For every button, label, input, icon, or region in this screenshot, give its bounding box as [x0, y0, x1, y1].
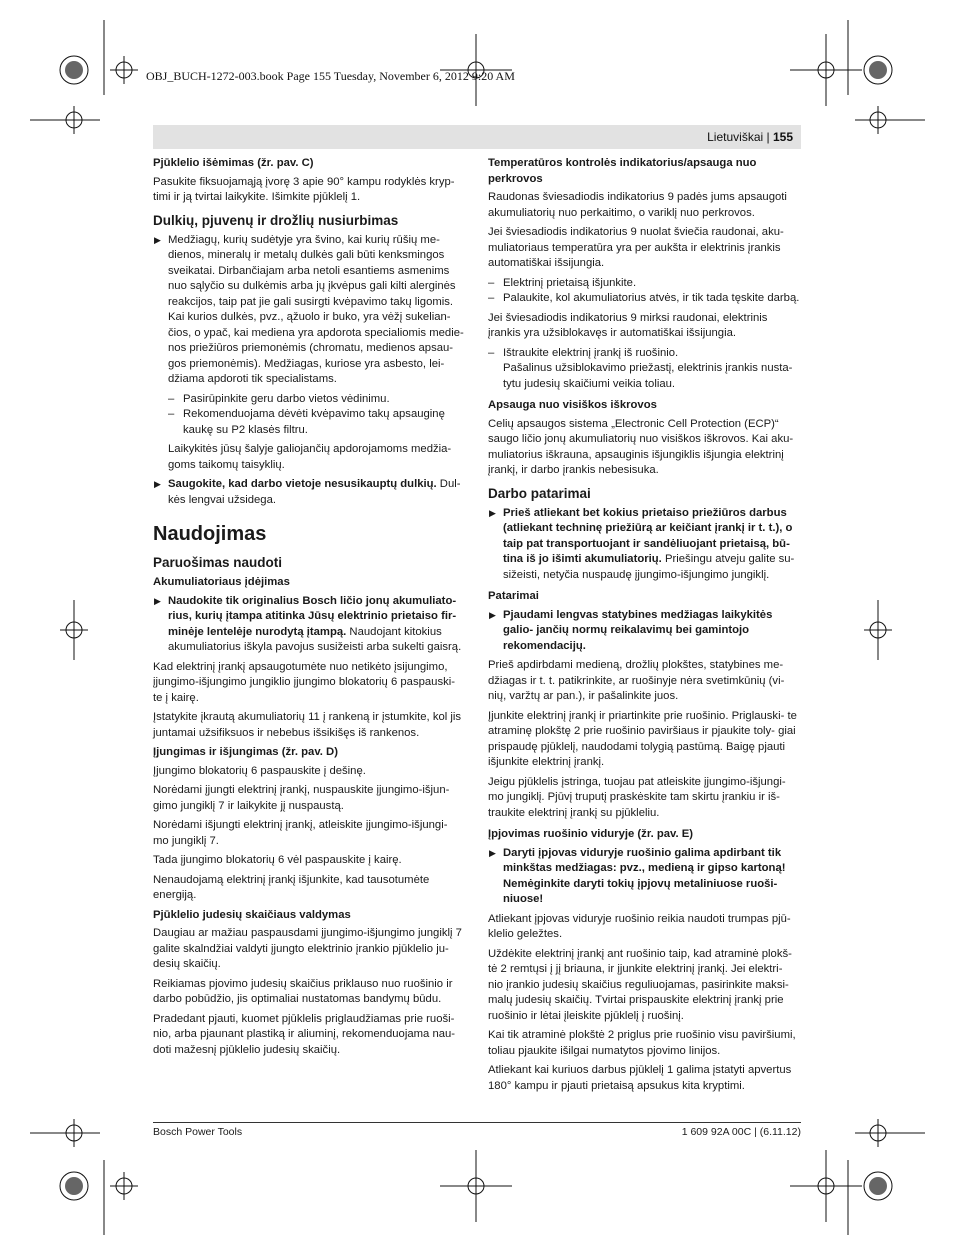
right-column [488, 156, 800, 1098]
page-header [153, 125, 801, 149]
bullet-bold-text: Prieš atliekant bet kokius prietaiso priežiūros darbus (atliekant techninę priežiūrą ar keičiant įrankį ir t. t.), o taip pat transportuojant ir sandėliuojant prietaisą, bū- tina iš jo išimti akumuliatorių. [503, 506, 793, 565]
bullet-arrow-icon: ▶ [154, 234, 161, 245]
dash-glyph: – [488, 292, 495, 304]
heading-working-advice: Darbo patarimai [488, 485, 591, 501]
bullet-item [488, 846, 800, 908]
bullet-bold-text: Pjaudami lengvas statybines medžiagas laikykitės galio- jančių normų reikalavimų bei gamintojo rekomendacijų. [503, 608, 773, 652]
paragraph: Uždėkite elektrinį įrankį ant ruošinio taip, kad atraminė plokš- tė 2 remtųsi į jį briauna, ir įjunkite elektrinį įrankį. Jei elektri- nio įrankio judesių skaičius reguliuojamas, pasirinkite maksi- malų judesių skaičių. Tvirtai prispauskite elektrinį įrankį prie ruošinio ir lėtai įleiskite pjūklelį į ruošinį. [488, 947, 792, 1022]
print-info: OBJ_BUCH-1272-003.book Page 155 Tuesday, November 6, 2012 9:20 AM [146, 69, 515, 83]
paragraph: Jeigu pjūklelis įstringa, tuojau pat atleiskite įjungimo-išjungi- mo jungiklį. Pjūvį truputį praskėskite tam skirtu įrankiu ir iš- traukite elektrinį įrankį su pjūkleliu. [488, 775, 786, 819]
bullet-arrow-icon: ▶ [489, 847, 496, 858]
bullet-text: Dul- kės lengvai užsidega. [168, 478, 461, 506]
paragraph: Įjunkite elektrinį įrankį ir priartinkite prie ruošinio. Priglauski- te atraminę plokštę 2 prie ruošinio paviršiaus ir pjaukite toly- giai prispaudę pjūklelį, naudodami tolygią pastūmą. Baigę pjauti išjunkite elektrinį įrankį. [488, 709, 797, 768]
paragraph: Laikykitės jūsų šalyje galiojančių apdorojamoms medžia- goms taikomų taisyklių. [168, 443, 452, 471]
heading-stroke-rate: Pjūklelio judesių skaičiaus valdymas [153, 908, 351, 921]
dash-item [153, 392, 465, 408]
paragraph: Prieš apdirbdami medieną, drožlių plokštes, statybines me- džiagas ir t. t. patikrinkite, ar ruošinyje nėra svetimkūnių (vi- nių, varžtų ar pan.), ir pašalinkite juos. [488, 659, 785, 702]
bullet-text: Medžiagų, kurių sudėtyje yra švino, kai kurių rūšių me- dienos, mineralų ir metalų dulkės gali būti kenksmingos sveikatai. Dirbančiajam arba netoli esantiems asmenims nuo sąlyčio su dulkėmis arba jų įkvėpus gali kilti alerginės reakcijos, taip pat jie gali susirgti kvėpavimo takų ligomis. Kai kurios dulkės, pvz., ąžuolo ir buko, yra vėžį sukelian- čios, o ypač, kai mediena yra apdorota specialiomis medie- nos priežiūros priemonėmis (chromatu, medienos apsau- gos priemonėmis). Medžiagas, kuriose yra asbesto, lei- džiama apdoroti tik specialistams. [168, 233, 464, 385]
bullet-text: Naudojant kitokius akumuliatorius iškyla pavojus susižeisti arba sukelti gaisrą. [168, 625, 462, 653]
paragraph: Celių apsaugos sistema „Electronic Cell Protection (ECP)“ saugo ličio jonų akumuliatorių nuo visiškos iškrovos. Kai aku- muliatorius iškrauna, apsauginis išjungiklis išjungia elektrinį įrankį, ir darbo įrankis nebesisuka. [488, 417, 794, 476]
paragraph: Įstatykite įkrautą akumuliatorių 11 į rankeną ir įstumkite, kol jis juntamai užsifiksuos ir nebebus išsikišęs iš rankenos. [153, 711, 462, 739]
heading-battery-insert: Akumuliatoriaus įdėjimas [153, 576, 290, 588]
paragraph: Atliekant įpjovas viduryje ruošinio reikia naudoti trumpas pjū- klelio geležtes. [488, 912, 791, 940]
bullet-item [488, 506, 800, 584]
heading-temperature-control: Temperatūros kontrolės indikatorius/apsauga nuo perkrovos [488, 157, 757, 185]
page-number: 155 [772, 130, 793, 144]
paragraph: Tada įjungimo blokatorių 6 vėl paspauskite į kairę. [153, 854, 402, 866]
bullet-item [153, 594, 465, 656]
footer-doc-number: 1 609 92A 00C | (6.11.12) [681, 1126, 801, 1138]
footer-brand: Bosch Power Tools [153, 1126, 243, 1138]
footer-rule [153, 1122, 801, 1123]
bullet-item [153, 233, 465, 388]
dash-text: Pasirūpinkite geru darbo vietos vėdinimu. [183, 392, 390, 405]
dash-item [488, 291, 800, 307]
dash-item [488, 276, 800, 292]
heading-dust-extraction: Dulkių, pjuvenų ir drožlių nusiurbimas [153, 212, 399, 228]
heading-tips: Patarimai [488, 590, 539, 602]
heading-preparation: Paruošimas naudoti [153, 555, 283, 570]
left-column [153, 156, 465, 1062]
bullet-bold-text: Saugokite, kad darbo vietoje nesusikauptų dulkių. [168, 478, 437, 490]
dash-glyph: – [488, 276, 495, 289]
bullet-text: Priešingu atveju galite su- sižeisti, netyčia nuspaudę įjungimo-išjungimo jungiklį. [503, 553, 795, 581]
dash-glyph: – [488, 346, 495, 359]
paragraph: Jei šviesadiodis indikatorius 9 mirksi raudonai, elektrinis įrankis yra užsiblokavęs ir automatiškai išsijungia. [488, 311, 768, 339]
header-separator: | [766, 130, 770, 144]
paragraph: Jei šviesadiodis indikatorius 9 nuolat šviečia raudonai, aku- muliatoriaus temperatūra yra per aukšta ir elektrinis įrankis automatiškai išsijungia. [488, 226, 784, 269]
paragraph: Daugiau ar mažiau paspausdami įjungimo-išjungimo jungiklį 7 galite skalndžiai valdyti įjungto elektrinio įrankio pjūklelio ju- desių skaičių. [153, 927, 462, 970]
dash-text: Palaukite, kol akumuliatorius atvės, ir tik tada tęskite darbą. [503, 292, 800, 304]
paragraph: Kai tik atraminė plokštė 2 priglus prie ruošinio visu paviršiumi, toliau pjaukite išilgai numatytos pjovimo linijos. [488, 1029, 796, 1057]
paragraph: Kad elektrinį įrankį apsaugotumėte nuo netikėto įsijungimo, įjungimo-išjungimo jungiklio įjungimo blokatorių 6 paspauski- te į kairę. [153, 660, 456, 704]
paragraph: Norėdami įjungti elektrinį įrankį, nuspauskite įjungimo-išjun- gimo jungiklį 7 ir laikykite jį nuspaustą. [153, 784, 450, 812]
bullet-arrow-icon: ▶ [154, 479, 161, 489]
heading-plunge-cut: Įpjovimas ruošinio viduryje (žr. pav. E) [488, 828, 694, 840]
paragraph: Pasukite fiksuojamąją įvorę 3 apie 90° kampu rodyklės kryp- timi ir ją tvirtai laikykite. Išimkite pjūklelį 1. [153, 175, 455, 203]
bullet-arrow-icon: ▶ [489, 609, 496, 620]
dash-text: Elektrinį prietaisą išjunkite. [503, 276, 637, 289]
dash-text: Ištraukite elektrinį įrankį iš ruošinio. [503, 346, 679, 359]
bullet-arrow-icon: ▶ [154, 595, 161, 606]
paragraph: Nenaudojamą elektrinį įrankį išjunkite, kad tausotumėte energiją. [153, 873, 430, 901]
bullet-item [153, 477, 465, 508]
dash-glyph: – [168, 392, 175, 405]
paragraph: Pašalinus užsiblokavimo priežastį, elektrinis įrankis nusta- tytu judesių skaičiumi veikia toliau. [503, 362, 793, 390]
heading-switch-on-off: Įjungimas ir išjungimas (žr. pav. D) [153, 746, 338, 758]
paragraph: Atliekant kai kuriuos darbus pjūklelį 1 galima įstatyti apvertus 180° kampu ir pjauti prietaisą apsukus kita kryptimi. [488, 1064, 792, 1092]
paragraph: Įjungimo blokatorių 6 paspauskite į dešinę. [153, 764, 366, 777]
paragraph: Pradedant pjauti, kuomet pjūklelis priglaudžiamas prie ruoši- nio, arba pjaunant plastiką ir aliuminį, rekomenduojama nau- doti mažesnį pjūklelio judesių skaičių. [153, 1012, 456, 1056]
heading-deep-discharge: Apsauga nuo visiškos iškrovos [488, 399, 657, 411]
heading-blade-removal: Pjūklelio išėmimas (žr. pav. C) [153, 157, 314, 169]
bullet-arrow-icon: ▶ [489, 507, 496, 518]
main-heading-usage: Naudojimas [153, 523, 267, 545]
header-text [707, 130, 793, 144]
paragraph: Reikiamas pjovimo judesių skaičius priklauso nuo ruošinio ir darbo pobūdžio, jis optimaliai nustatomas bandymų būdu. [153, 977, 453, 1005]
bullet-item [488, 608, 800, 655]
paragraph: Norėdami išjungti elektrinį įrankį, atleiskite įjungimo-išjungi- mo jungiklį 7. [153, 819, 448, 847]
bullet-bold-text: Naudokite tik originalius Bosch ličio jonų akumuliato- rius, kurių įtampa atitinka Jūsų elektrinio prietaiso fir- minėje lentelėje nurodytą įtampą. [168, 594, 457, 638]
header-language: Lietuviškai [707, 130, 764, 144]
bullet-bold-text: Daryti įpjovas viduryje ruošinio galima apdirbant tik minkštas medžiagas: pvz., medieną ir gipso kartoną! Nemėginkite daryti tokių įpjovų metaliniuose ruoši- niuose! [503, 846, 786, 905]
dash-glyph: – [168, 408, 175, 420]
dash-text: Rekomenduojama dėvėti kvėpavimo takų apsauginę kaukę su P2 klasės filtru. [183, 408, 445, 436]
paragraph: Raudonas šviesadiodis indikatorius 9 padės jums apsaugoti akumuliatorių nuo perkaitimo, o variklį nuo perkrovos. [488, 191, 787, 219]
dash-item [488, 346, 800, 362]
dash-item [153, 407, 465, 438]
